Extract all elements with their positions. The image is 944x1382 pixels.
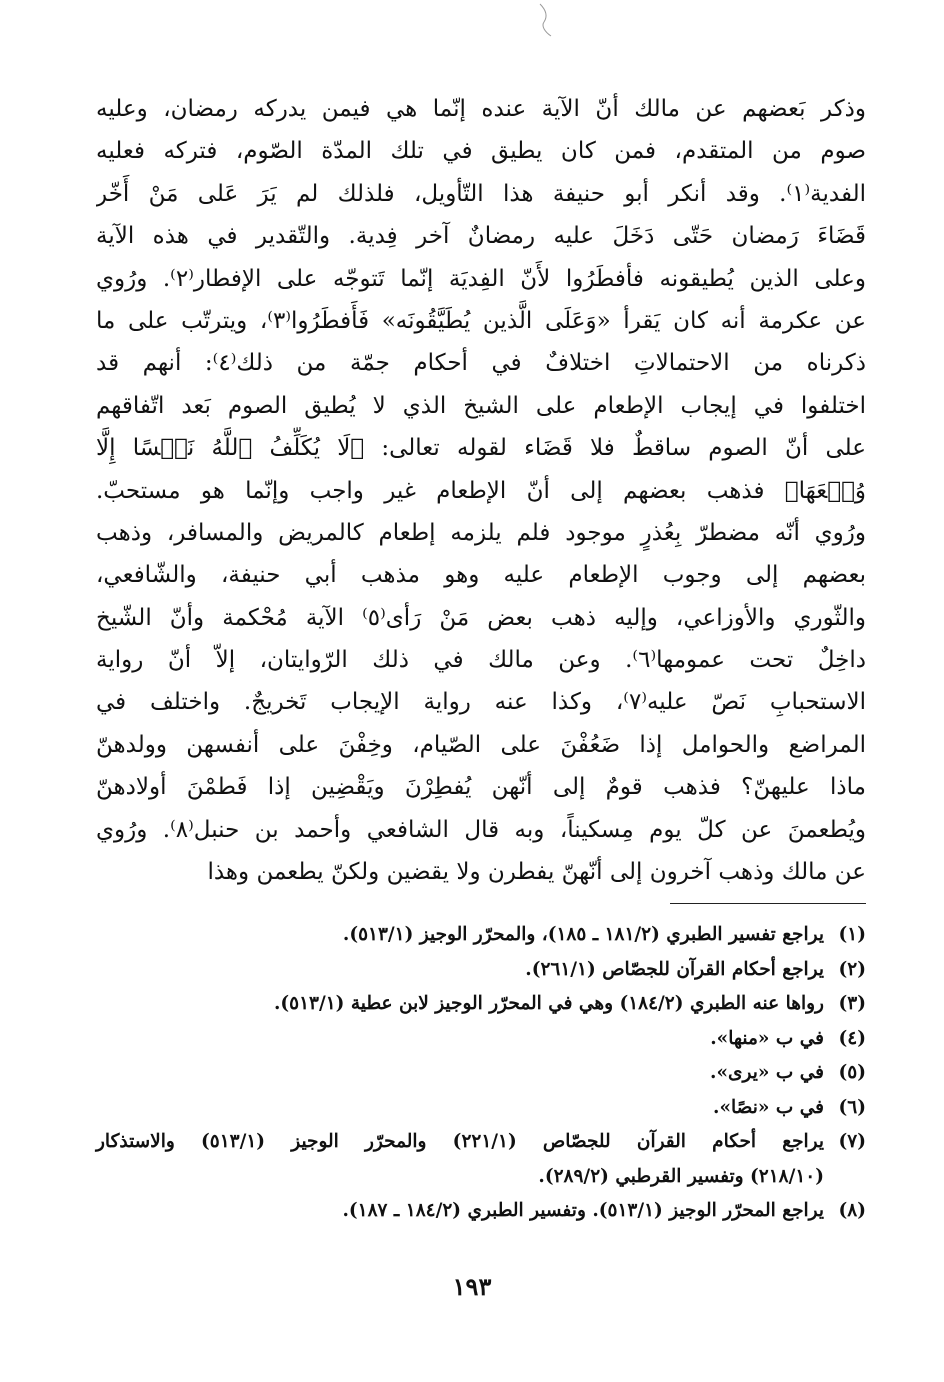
footnote-4 (96, 1022, 866, 1057)
footnote-number: (٦) (838, 1096, 866, 1118)
text-line-3: الفدية⁽١⁾. وقد أنكر أبو حنيفة هذا التّأويل، فلذلك لم يَرَ عَلى مَنْ أَخّر (96, 180, 866, 207)
footnote-text: يراجع أحكام القرآن للجصّاص (٢٦١/١). (525, 958, 824, 980)
scan-artifact-mark (536, 2, 556, 38)
text-line-14: داخِلٌ تحت عمومها⁽٦⁾. وعن مالك في ذلك الرّوايتان، إلاّ أنّ رواية (96, 647, 866, 674)
footnote-number: (١) (838, 924, 866, 945)
text-line-4: قَضَاءَ رَمضان حَتّى دَخَلَ عليه رمضانٌ آخر فِدية. والتّقدير في هذه الآية (96, 223, 866, 250)
footnote-text: في ب «يرى». (710, 1062, 824, 1083)
footnote-3 (96, 987, 866, 1022)
text-line-11: ورُوي أنّه مضطرّ بِعُذرٍ موجود فلم يلزمه إطعام كالمريض والمسافر، وذهب (96, 519, 866, 546)
footnote-6 (96, 1091, 866, 1126)
footnote-separator (670, 903, 866, 904)
text-line-1: وذكر بَعضهم عن مالك أنّ الآية عنده إنّما هي فيمن يدركه رمضان، وعليه (96, 96, 866, 122)
text-line-17: ماذا عليهنّ؟ فذهب قومٌ إلى أنّهن يُفطِرْنَ ويَقْضِين إذا فَطمْنَ أولادهنّ (96, 774, 866, 801)
footnote-number: (٥) (838, 1062, 866, 1083)
footnotes (96, 918, 866, 1229)
text-line-8: اختلفوا في إيجاب الإطعام على الشيخ الذي لا يُطيق الصوم بَعد اتّفاقهم (96, 392, 866, 419)
text-line-5: وعلى الذين يُطيقونه فأفطَرُوا لأَنّ الفِديَة إنّما تَتوجّه على الإفطار⁽٢⁾. ورُوي (96, 265, 866, 292)
footnote-number: (٨) (838, 1200, 866, 1221)
footnote-text: يراجع تفسير الطبري (١٨١/٢ ـ ١٨٥)، والمحرّر الوجيز (٥١٣/١). (342, 924, 824, 945)
footnote-8 (96, 1194, 866, 1229)
text-line-16: المراضع والحوامل إذا ضَعُفْنَ على الصّيام، وخِفْنَ على أنفسهن وولدهنّ (96, 731, 866, 758)
text-line-12: بعضهم إلى وجوب الإطعام عليه وهو مذهب أبي حنيفة، والشّافعي، (96, 562, 866, 589)
text-line-13: والثّوري والأوزاعي، وإليه ذهب بعض مَنْ رَأى⁽٥⁾ الآية مُحْكمة وأنّ الشّيخ (96, 604, 866, 631)
footnote-7 (96, 1125, 866, 1194)
text-line-18: ويُطعمنَ عن كلّ يوم مِسكيناً، وبه قال الشافعي وأحمد بن حنبل⁽٨⁾. ورُوي (96, 816, 866, 843)
text-line-7: ذكرناه من الاحتمالاتِ اختلافٌ في أحكام جمّة من ذلك⁽٤⁾: أنهم قد (96, 350, 866, 377)
footnote-1 (96, 918, 866, 953)
footnote-text-continued: (٢١٨/١٠) وتفسير القرطبي (٢٨٩/٢). (538, 1165, 824, 1187)
footnote-number: (٤) (838, 1027, 866, 1049)
footnote-number: (٢) (838, 958, 866, 980)
footnote-text: يراجع أحكام القرآن للجصّاص (٢٢١/١) والمحرّر الوجيز (٥١٣/١) والاستذكار (96, 1131, 825, 1152)
text-line-10: وُسۡعَهَا﴾ فذهب بعضهم إلى أنّ الإطعام غير واجب وإنّما هو مستحبّ. (96, 477, 866, 504)
text-line-2: صوم من المتقدم، فمن كان يطيق في تلك المدّة الصّوم، فتركه فعليه (96, 138, 866, 165)
footnote-text: رواها عنه الطبري (١٨٤/٢) وهي في المحرّر الوجيز لابن عطية (٥١٣/١). (273, 993, 824, 1014)
footnote-number: (٧) (838, 1131, 866, 1152)
footnote-number: (٣) (838, 993, 866, 1014)
page-number: ١٩٣ (452, 1272, 492, 1301)
text-line-19: عن مالك وذهب آخرون إلى أنّهنّ يفطرن ولا يقضين ولكنّ يطعمن وهذا (207, 859, 866, 886)
footnote-text: في ب «نصًا». (713, 1096, 824, 1118)
footnote-text: في ب «منها». (710, 1027, 824, 1049)
main-text (96, 88, 866, 893)
footnote-5 (96, 1056, 866, 1091)
footnote-2 (96, 953, 866, 988)
text-line-9: على أنّ الصوم ساقطٌ فلا قَضَاء لقوله تعالى: ﴿لَا يُكَلِّفُ ٱللَّهُ نَفۡسًا إِلَّا (96, 435, 866, 462)
text-line-6: عن عكرمة أنه كان يَقرأ «وَعَلَى الَّذين يُطَيَّقُونَه» فَأَفطَرُوا⁽٣⁾، ويترتّب على ما (96, 307, 866, 334)
text-line-15: الاستحبابِ نَصّ عليه⁽٧⁾، وكذا عنه رواية الإيجاب تَخريجٌ. واختلف في (96, 689, 866, 716)
footnote-text: يراجع المحرّر الوجيز (٥١٣/١). وتفسير الطبري (١٨٤/٢ ـ ١٨٧). (342, 1200, 824, 1221)
